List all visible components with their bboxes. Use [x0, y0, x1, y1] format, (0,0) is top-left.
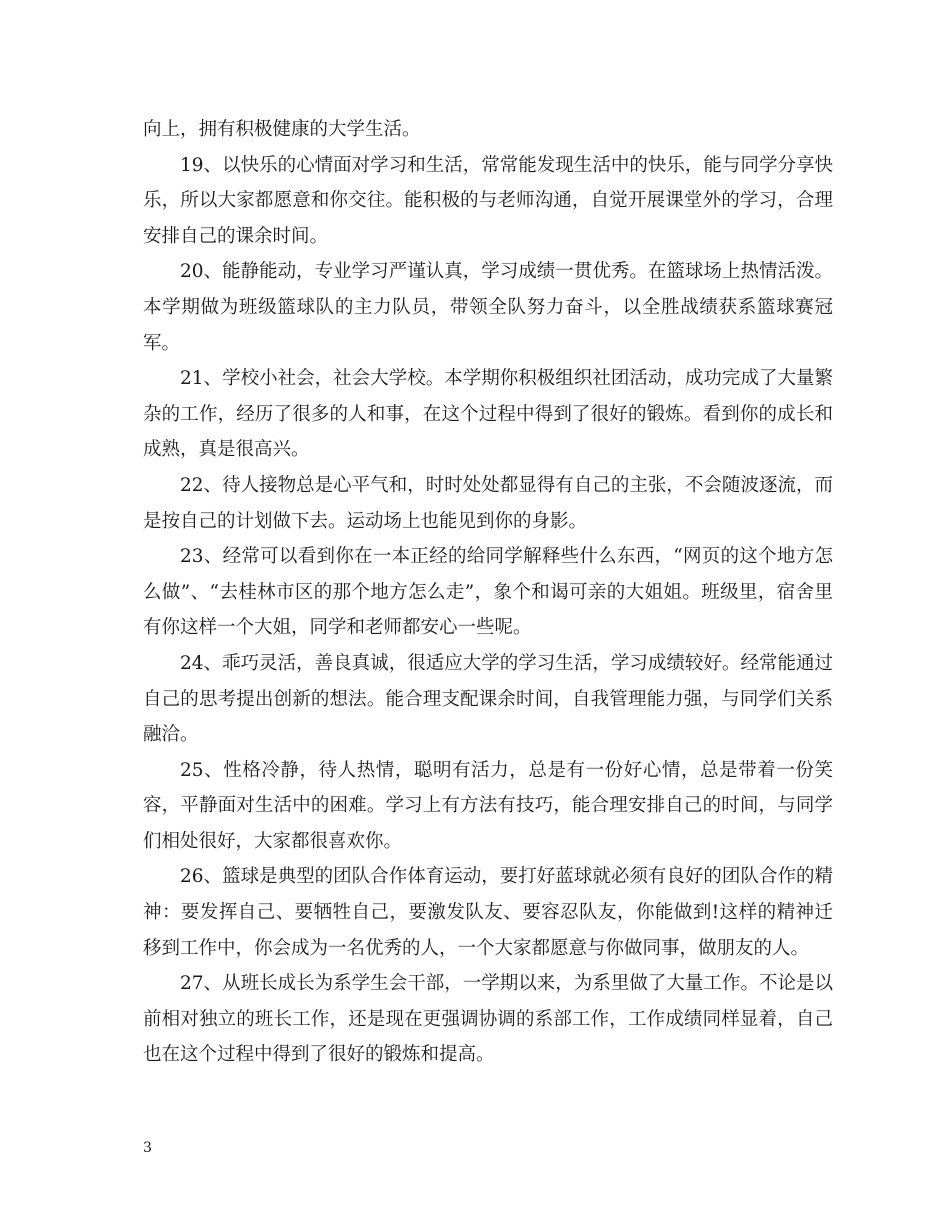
- paragraph-item-23: 23、经常可以看到你在一本正经的给同学解释些什么东西，“网页的这个地方怎么做”、“去桂林市区的那个地方怎么走”，象个和谒可亲的大姐姐。班级里，宿舍里有你这样一个大姐，同学和老师都安心一些呢。: [143, 546, 833, 639]
- paragraph-item-20: 20、能静能动，专业学习严谨认真，学习成绩一贯优秀。在篮球场上热情活泼。本学期做为班级篮球队的主力队员，带领全队努力奋斗，以全胜战绩获系篮球赛冠军。: [143, 261, 833, 354]
- paragraph-continuation: 向上，拥有积极健康的大学生活。: [143, 119, 421, 140]
- document-body: [143, 112, 833, 1073]
- paragraph-item-19: 19、以快乐的心情面对学习和生活，常常能发现生活中的快乐，能与同学分享快乐，所以大家都愿意和你交往。能积极的与老师沟通，自觉开展课堂外的学习，合理安排自己的课余时间。: [143, 154, 833, 247]
- paragraph-item-26: 26、篮球是典型的团队合作体育运动，要打好蓝球就必须有良好的团队合作的精神：要发挥自己、要牺牲自己，要激发队友、要容忍队友，你能做到!这样的精神迁移到工作中，你会成为一名优秀的人，一个大家都愿意与你做同事，做朋友的人。: [143, 866, 833, 959]
- paragraph-item-25: 25、性格冷静，待人热情，聪明有活力，总是有一份好心情，总是带着一份笑容，平静面对生活中的困难。学习上有方法有技巧，能合理安排自己的时间，与同学们相处很好，大家都很喜欢你。: [143, 759, 833, 852]
- paragraph-item-24: 24、乖巧灵活，善良真诚，很适应大学的学习生活，学习成绩较好。经常能通过自己的思考提出创新的想法。能合理支配课余时间，自我管理能力强，与同学们关系融洽。: [143, 652, 833, 746]
- page-number: 3: [143, 1140, 152, 1156]
- paragraph-item-22: 22、待人接物总是心平气和，时时处处都显得有自己的主张，不会随波逐流，而是按自己的计划做下去。运动场上也能见到你的身影。: [143, 474, 833, 532]
- paragraph-item-21: 21、学校小社会，社会大学校。本学期你积极组织社团活动，成功完成了大量繁杂的工作，经历了很多的人和事，在这个过程中得到了很好的锻炼。看到你的成长和成熟，真是很高兴。: [143, 368, 833, 461]
- paragraph-item-27: 27、从班长成长为系学生会干部，一学期以来，为系里做了大量工作。不论是以前相对独立的班长工作，还是现在更强调协调的系部工作，工作成绩同样显着，自己也在这个过程中得到了很好的锻炼和提高。: [143, 973, 833, 1066]
